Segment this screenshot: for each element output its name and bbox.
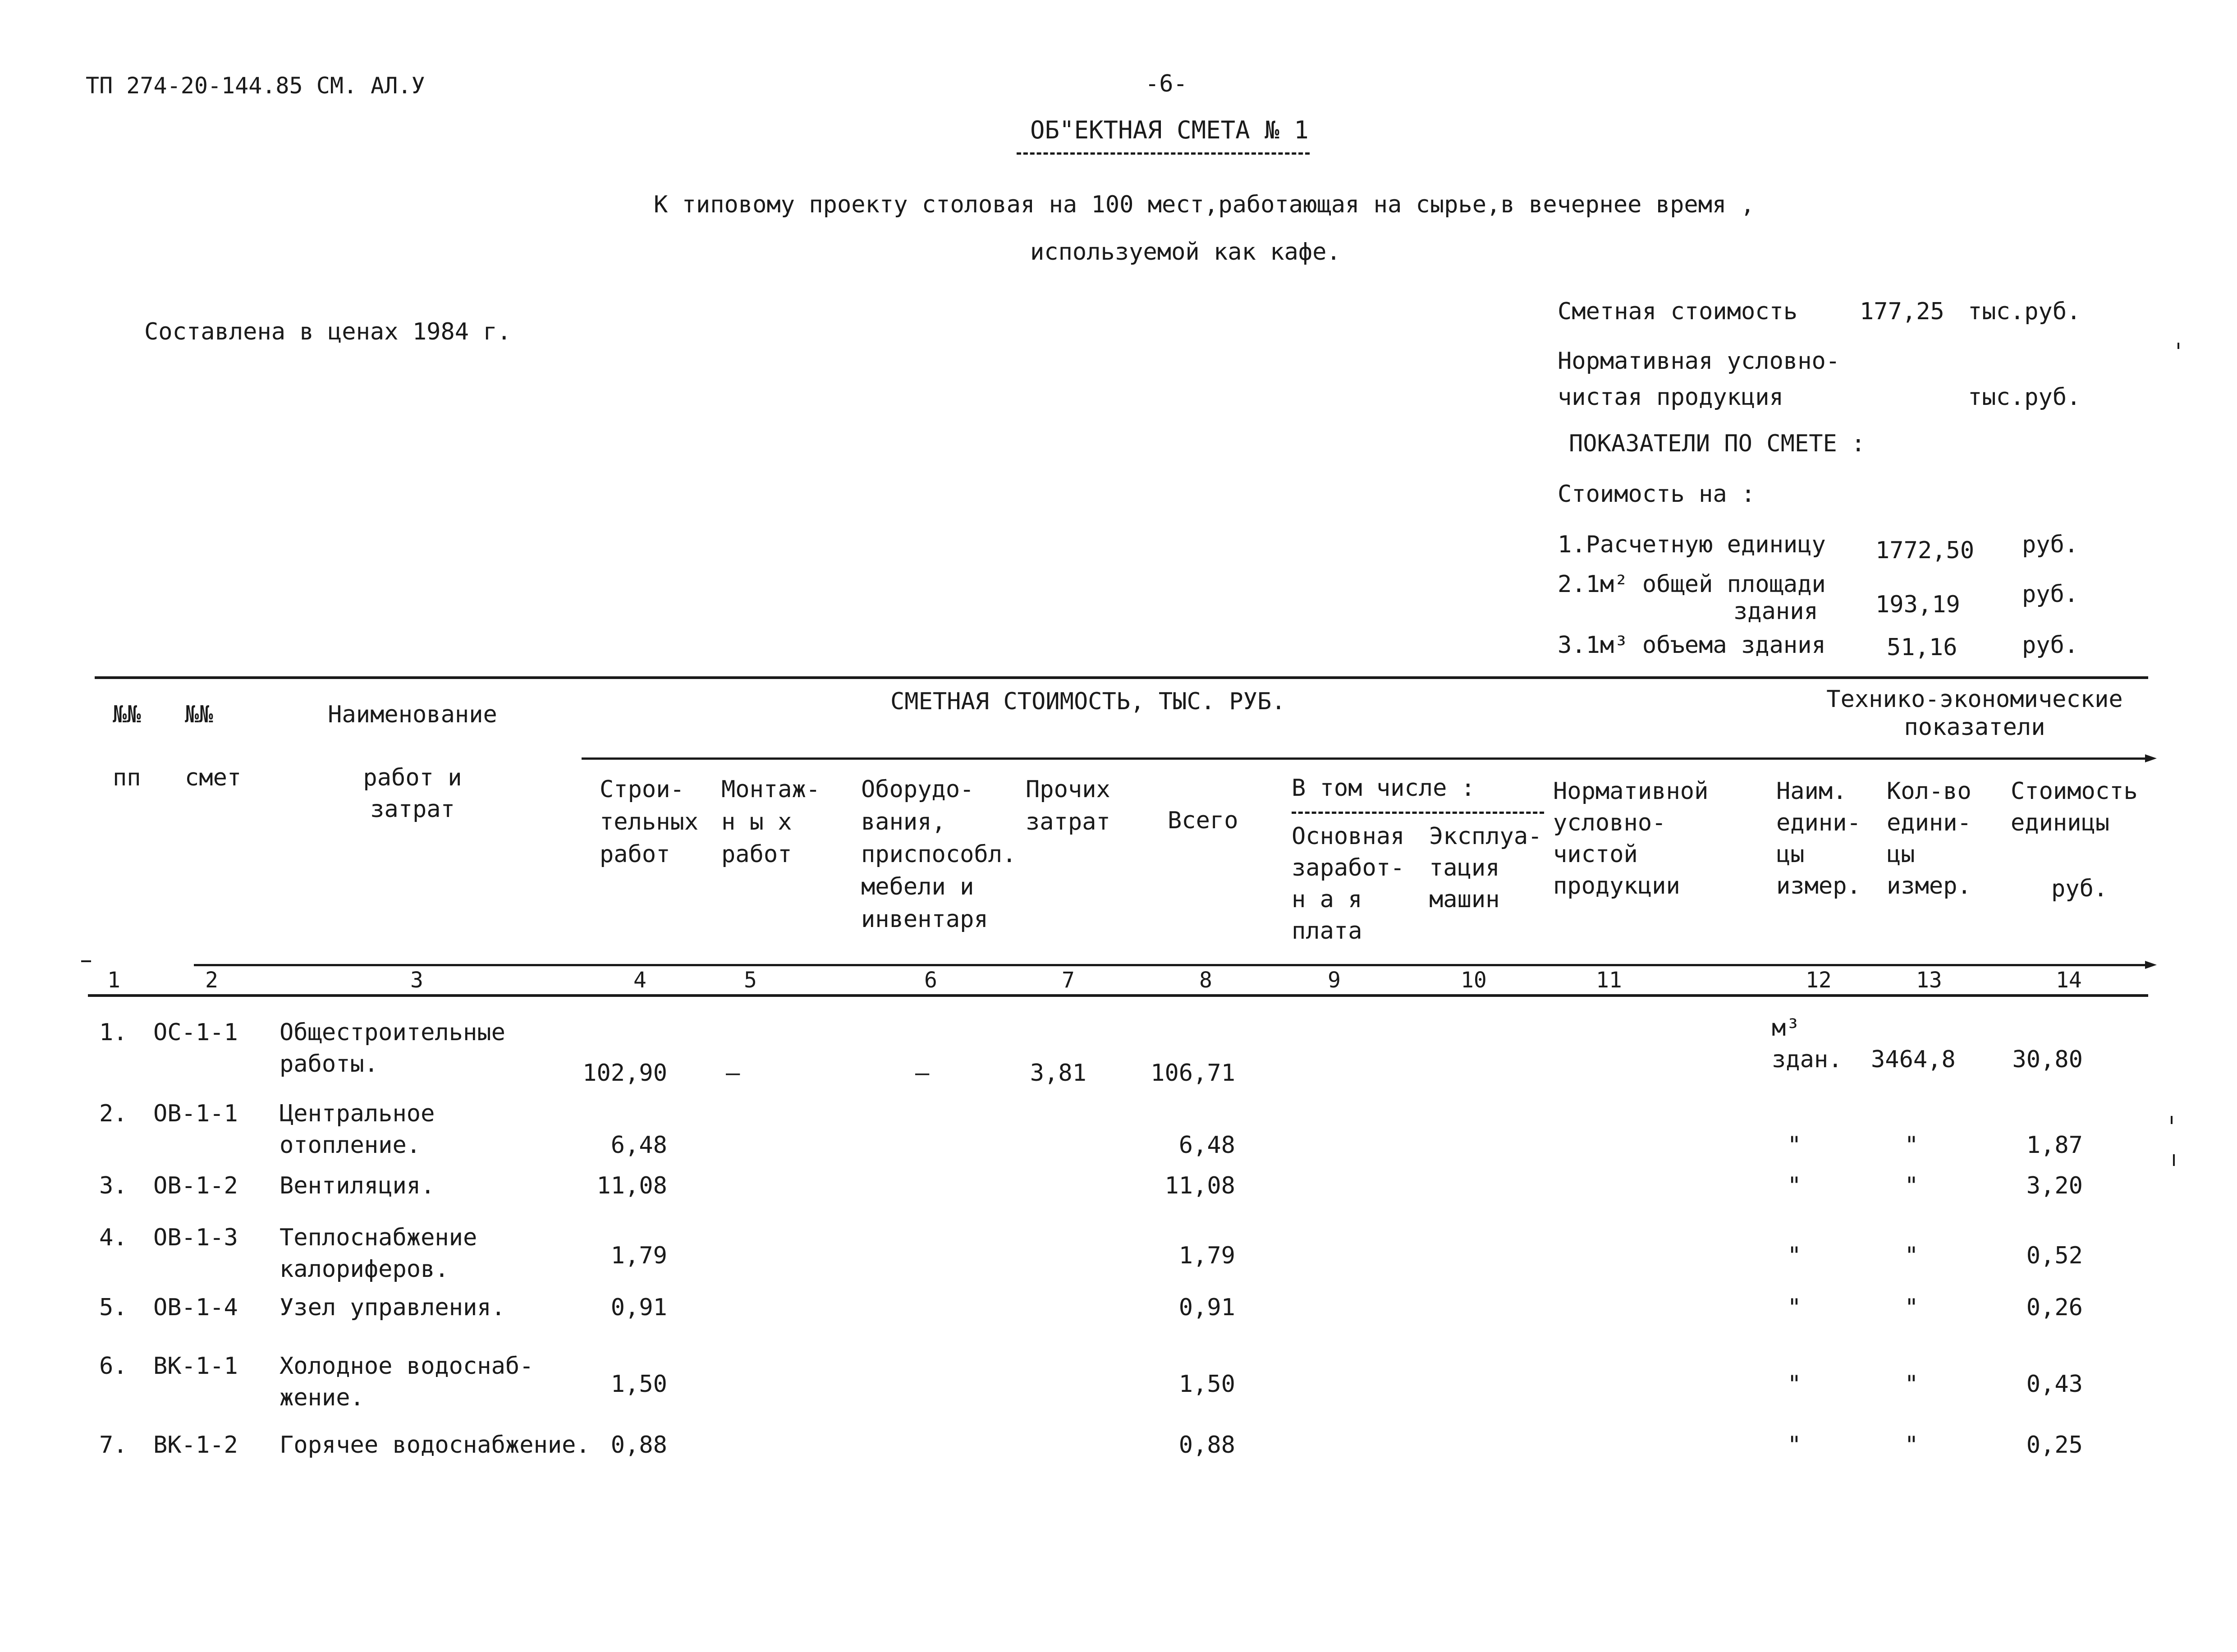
col-header-smet: №№ смет [185, 701, 242, 791]
unit-quantity: " [1904, 1432, 1919, 1459]
col-header-9: Основная заработ- н а я плата [1292, 823, 1405, 945]
col-header-4: Строи- тельных работ [600, 776, 699, 868]
page-title: ОБ"ЕКТНАЯ СМЕТА № 1 [1030, 116, 1309, 144]
column-number-2: 2 [205, 968, 218, 993]
indicator-3-label: 3.1м³ объема здания [1558, 632, 1826, 659]
construction-cost: 6,48 [610, 1132, 667, 1159]
row-number: 6. [99, 1353, 128, 1380]
unit-cost: 0,43 [2026, 1371, 2083, 1398]
construction-cost: 1,79 [610, 1242, 667, 1269]
col-header-14-unit: руб. [2051, 875, 2108, 902]
table-top-rule [95, 676, 2148, 679]
col-header-name: Наименование работ и затрат [328, 701, 497, 823]
margin-mark [2177, 343, 2179, 349]
estimate-code: ОВ-1-4 [153, 1294, 238, 1321]
construction-cost: 102,90 [582, 1060, 667, 1087]
margin-mark [2173, 1154, 2175, 1166]
col-header-13: Кол-во едини- цы измер. [1887, 778, 1971, 899]
normative-label-1: Нормативная условно- [1558, 348, 1840, 375]
estimate-code: ОВ-1-1 [153, 1100, 238, 1127]
group-header-tech: Технико-экономические показатели [1826, 686, 2123, 741]
rule-arrow-top [2145, 754, 2157, 762]
construction-cost: 0,88 [610, 1432, 667, 1459]
header-mid-rule [582, 757, 2146, 760]
unit-quantity: " [1904, 1294, 1919, 1321]
unit-name: " [1787, 1172, 1802, 1199]
work-name: Узел управления. [280, 1294, 505, 1321]
indicators-title: ПОКАЗАТЕЛИ ПО СМЕТЕ : [1569, 430, 1866, 457]
column-number-12: 12 [1806, 968, 1832, 993]
column-number-10: 10 [1461, 968, 1487, 993]
indicator-1-label: 1.Расчетную единицу [1558, 531, 1826, 558]
number-row-bottom-rule [88, 994, 2148, 997]
column-number-9: 9 [1328, 968, 1341, 993]
total-cost: 11,08 [1164, 1172, 1235, 1199]
unit-cost: 0,52 [2026, 1242, 2083, 1269]
unit-quantity: " [1904, 1371, 1919, 1398]
estimated-cost-label: Сметная стоимость [1558, 298, 1798, 325]
page-number: -6- [1145, 70, 1187, 97]
incl-underline [1292, 812, 1544, 814]
column-number-7: 7 [1062, 968, 1075, 993]
construction-cost: 0,91 [610, 1294, 667, 1321]
column-number-13: 13 [1916, 968, 1942, 993]
column-number-1: 1 [107, 968, 120, 993]
unit-quantity: " [1904, 1132, 1919, 1159]
column-number-3: 3 [410, 968, 423, 993]
rule-tick [81, 960, 91, 962]
total-cost: 1,79 [1178, 1242, 1235, 1269]
indicator-2-label: 2.1м² общей площади [1558, 571, 1826, 598]
document-code: ТП 274-20-144.85 СМ. АЛ.У [86, 73, 425, 99]
row-number: 4. [99, 1224, 128, 1251]
indicator-1-value: 1772,50 [1875, 537, 1975, 564]
indicator-3-unit: руб. [2022, 632, 2079, 659]
unit-name: м³ здан. [1772, 1014, 1843, 1073]
row-number: 7. [99, 1432, 128, 1459]
unit-name: " [1787, 1371, 1802, 1398]
row-number: 2. [99, 1100, 128, 1127]
estimated-cost-unit: тыс.руб. [1968, 298, 2081, 325]
unit-name: " [1787, 1132, 1802, 1159]
column-number-4: 4 [633, 968, 646, 993]
estimate-code: ВК-1-2 [153, 1432, 238, 1459]
indicator-2-label-b: здания [1733, 598, 1818, 625]
unit-name: " [1787, 1242, 1802, 1269]
other-cost: 3,81 [1030, 1060, 1086, 1087]
subtitle-line-1: К типовому проекту столовая на 100 мест,работающая на сырье,в вечернее время , [654, 191, 1755, 218]
prices-note: Составлена в ценах 1984 г. [144, 318, 511, 345]
col-header-incl: В том числе : [1292, 775, 1475, 802]
title-underline [1017, 152, 1310, 155]
estimate-code: ВК-1-1 [153, 1353, 238, 1380]
col-header-8: Всего [1168, 807, 1238, 834]
unit-quantity: " [1904, 1242, 1919, 1269]
col-header-nn: №№ пп [113, 701, 141, 791]
work-name: Вентиляция. [280, 1172, 435, 1199]
normative-unit: тыс.руб. [1968, 384, 2081, 411]
unit-cost: 0,26 [2026, 1294, 2083, 1321]
col-header-10: Эксплуа- тация машин [1429, 823, 1542, 913]
column-number-5: 5 [744, 968, 757, 993]
work-name: Холодное водоснаб- жение. [280, 1353, 534, 1411]
normative-label-2: чистая продукция [1558, 384, 1783, 411]
unit-name: " [1787, 1294, 1802, 1321]
estimate-code: ОВ-1-3 [153, 1224, 238, 1251]
unit-cost: 30,80 [2012, 1046, 2083, 1073]
total-cost: 1,50 [1178, 1371, 1235, 1398]
col-header-14: Стоимость единицы [2011, 778, 2138, 836]
indicator-1-unit: руб. [2022, 531, 2079, 558]
number-row-top-rule [194, 964, 2146, 966]
indicator-2-value: 193,19 [1875, 591, 1960, 618]
row-number: 3. [99, 1172, 128, 1199]
total-cost: 6,48 [1178, 1132, 1235, 1159]
group-header-cost: СМЕТНАЯ СТОИМОСТЬ, ТЫС. РУБ. [890, 688, 1286, 715]
unit-cost: 1,87 [2026, 1132, 2083, 1159]
unit-name: " [1787, 1432, 1802, 1459]
equipment-cost: – [915, 1060, 930, 1087]
work-name: Теплоснабжение калориферов. [280, 1224, 477, 1283]
column-number-14: 14 [2056, 968, 2082, 993]
column-number-11: 11 [1596, 968, 1622, 993]
estimate-code: ОС-1-1 [153, 1019, 238, 1046]
margin-mark [2171, 1116, 2173, 1124]
row-number: 1. [99, 1019, 128, 1046]
unit-cost: 3,20 [2026, 1172, 2083, 1199]
col-header-11: Нормативной условно- чистой продукции [1553, 778, 1709, 899]
estimated-cost-value: 177,25 [1860, 298, 1944, 325]
work-name: Общестроительные работы. [280, 1019, 505, 1078]
cost-for-label: Стоимость на : [1558, 481, 1756, 508]
row-number: 5. [99, 1294, 128, 1321]
total-cost: 0,88 [1178, 1432, 1235, 1459]
work-name: Центральное отопление. [280, 1100, 435, 1159]
total-cost: 106,71 [1151, 1060, 1235, 1087]
total-cost: 0,91 [1178, 1294, 1235, 1321]
indicator-2-unit: руб. [2022, 581, 2079, 608]
col-header-7: Прочих затрат [1026, 776, 1110, 835]
unit-quantity: 3464,8 [1871, 1046, 1956, 1073]
column-number-6: 6 [924, 968, 937, 993]
col-header-6: Оборудо- вания, приспособл. мебели и инвентаря [861, 776, 1017, 933]
subtitle-line-2: используемой как кафе. [1030, 239, 1341, 266]
installation-cost: – [726, 1060, 740, 1087]
estimate-code: ОВ-1-2 [153, 1172, 238, 1199]
col-header-5: Монтаж- н ы х работ [721, 776, 821, 868]
col-header-12: Наим. едини- цы измер. [1776, 778, 1861, 899]
indicator-3-value: 51,16 [1887, 634, 1957, 661]
construction-cost: 1,50 [610, 1371, 667, 1398]
column-number-8: 8 [1199, 968, 1212, 993]
work-name: Горячее водоснабжение. [280, 1432, 590, 1459]
rule-arrow-mid [2145, 961, 2157, 969]
unit-quantity: " [1904, 1172, 1919, 1199]
construction-cost: 11,08 [596, 1172, 667, 1199]
unit-cost: 0,25 [2026, 1432, 2083, 1459]
